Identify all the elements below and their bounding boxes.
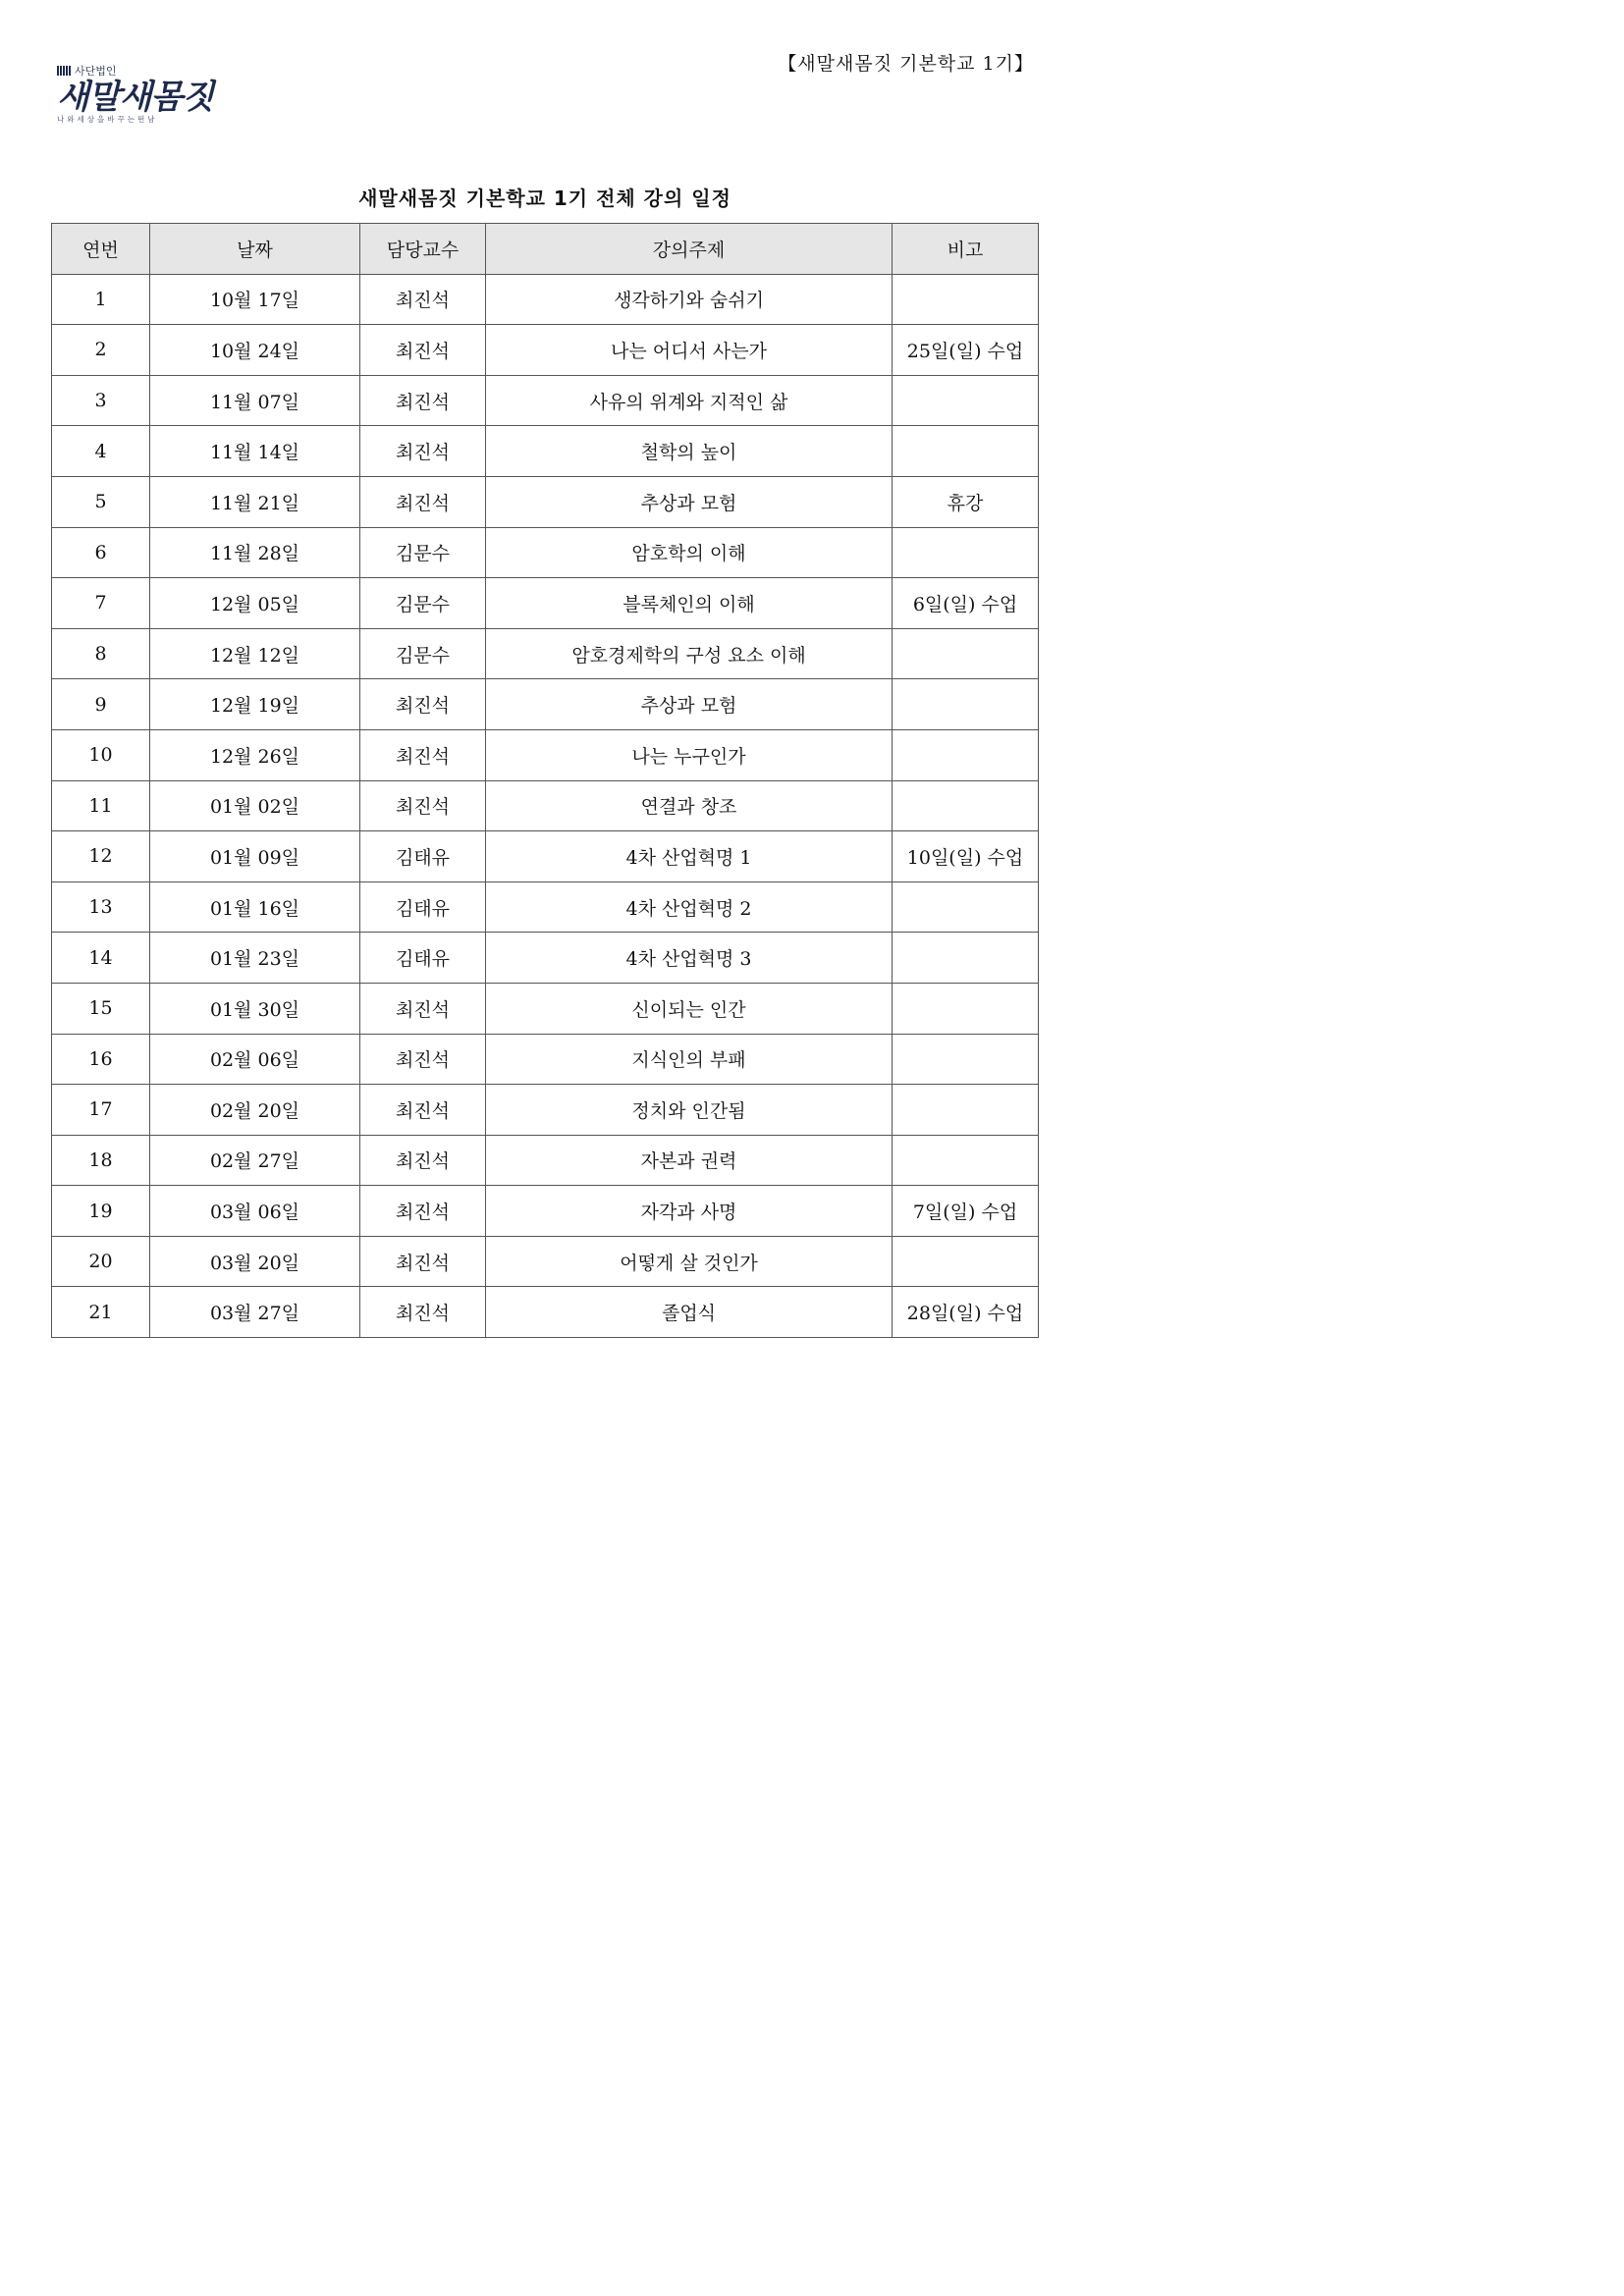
cell-topic: 어떻게 살 것인가 [486,1236,893,1287]
table-header-row [52,224,1039,275]
cell-professor: 최진석 [360,1236,486,1287]
cell-professor: 최진석 [360,780,486,831]
logo-brand-name: 새말새몸짓 [57,78,214,117]
table-row [52,933,1039,984]
cell-topic: 철학의 높이 [486,426,893,477]
cell-note [893,1236,1039,1287]
cell-date: 01월 09일 [150,831,360,882]
cell-professor: 김태유 [360,881,486,933]
cell-note [893,375,1039,426]
table-row [52,1287,1039,1338]
cell-number: 19 [52,1186,150,1237]
page-title: 새말새몸짓 기본학교 1기 전체 강의 일정 [358,187,731,210]
table-row [52,1085,1039,1136]
cell-date: 03월 20일 [150,1236,360,1287]
cell-note: 28일(일) 수업 [893,1287,1039,1338]
cell-date: 11월 07일 [150,375,360,426]
table-row [52,1236,1039,1287]
cell-date: 10월 17일 [150,274,360,325]
cell-note [893,527,1039,578]
cell-note [893,1085,1039,1136]
cell-professor: 최진석 [360,1085,486,1136]
cell-number: 7 [52,578,150,629]
cell-professor: 김태유 [360,831,486,882]
cell-number: 15 [52,983,150,1034]
cell-date: 02월 20일 [150,1085,360,1136]
table-row [52,1186,1039,1237]
logo-slogan: 나와세상을바꾸는떤남 [57,115,158,124]
cell-date: 11월 14일 [150,426,360,477]
cell-topic: 생각하기와 숨쉬기 [486,274,893,325]
cell-number: 21 [52,1287,150,1338]
cell-professor: 최진석 [360,1034,486,1085]
cell-topic: 4차 산업혁명 1 [486,831,893,882]
table-row [52,780,1039,831]
table-row [52,578,1039,629]
logo-org-label: 사단법인 [75,65,117,78]
cell-topic: 사유의 위계와 지적인 삶 [486,375,893,426]
cell-topic: 나는 어디서 사는가 [486,325,893,376]
cell-date: 03월 06일 [150,1186,360,1237]
cell-professor: 김문수 [360,527,486,578]
organization-logo [57,63,214,128]
cell-note: 7일(일) 수업 [893,1186,1039,1237]
cell-number: 20 [52,1236,150,1287]
cell-note: 6일(일) 수업 [893,578,1039,629]
cell-topic: 블록체인의 이해 [486,578,893,629]
table-row [52,628,1039,679]
cell-topic: 추상과 모험 [486,476,893,527]
header-topic: 강의주제 [486,224,893,275]
cell-note: 25일(일) 수업 [893,325,1039,376]
table-row [52,476,1039,527]
cell-date: 02월 06일 [150,1034,360,1085]
header-date: 날짜 [150,224,360,275]
cell-note [893,780,1039,831]
table-row [52,527,1039,578]
cell-date: 12월 05일 [150,578,360,629]
cell-professor: 최진석 [360,325,486,376]
cell-number: 2 [52,325,150,376]
document-tag: 【새말새몸짓 기본학교 1기】 [778,53,1034,75]
cell-topic: 나는 누구인가 [486,729,893,780]
table-row [52,729,1039,780]
table-row [52,1034,1039,1085]
cell-date: 01월 30일 [150,983,360,1034]
logo-org-line [57,63,214,79]
cell-number: 11 [52,780,150,831]
cell-number: 17 [52,1085,150,1136]
cell-date: 12월 12일 [150,628,360,679]
cell-professor: 최진석 [360,476,486,527]
cell-topic: 신이되는 인간 [486,983,893,1034]
table-row [52,375,1039,426]
cell-note [893,983,1039,1034]
cell-note [893,679,1039,730]
cell-topic: 암호경제학의 구성 요소 이해 [486,628,893,679]
table-body [52,274,1039,1337]
logo-bars-icon [57,66,71,76]
cell-number: 4 [52,426,150,477]
cell-topic: 암호학의 이해 [486,527,893,578]
cell-date: 03월 27일 [150,1287,360,1338]
cell-topic: 자본과 권력 [486,1135,893,1186]
cell-date: 11월 28일 [150,527,360,578]
cell-topic: 연결과 창조 [486,780,893,831]
cell-professor: 최진석 [360,426,486,477]
cell-number: 6 [52,527,150,578]
cell-note: 10일(일) 수업 [893,831,1039,882]
table-row [52,881,1039,933]
cell-professor: 최진석 [360,274,486,325]
cell-note [893,274,1039,325]
cell-note: 휴강 [893,476,1039,527]
cell-topic: 지식인의 부패 [486,1034,893,1085]
header-professor: 담당교수 [360,224,486,275]
header-note: 비고 [893,224,1039,275]
cell-professor: 최진석 [360,1186,486,1237]
cell-topic: 4차 산업혁명 3 [486,933,893,984]
cell-number: 16 [52,1034,150,1085]
cell-date: 10월 24일 [150,325,360,376]
cell-professor: 최진석 [360,1287,486,1338]
cell-number: 1 [52,274,150,325]
cell-number: 3 [52,375,150,426]
cell-note [893,628,1039,679]
cell-date: 01월 02일 [150,780,360,831]
cell-note [893,1135,1039,1186]
header-number: 연번 [52,224,150,275]
cell-professor: 최진석 [360,729,486,780]
cell-professor: 최진석 [360,375,486,426]
cell-topic: 4차 산업혁명 2 [486,881,893,933]
cell-number: 18 [52,1135,150,1186]
table-row [52,1135,1039,1186]
cell-note [893,426,1039,477]
cell-professor: 김문수 [360,628,486,679]
cell-topic: 정치와 인간됨 [486,1085,893,1136]
cell-number: 13 [52,881,150,933]
cell-topic: 졸업식 [486,1287,893,1338]
cell-professor: 최진석 [360,679,486,730]
table-row [52,325,1039,376]
cell-professor: 최진석 [360,983,486,1034]
cell-topic: 추상과 모험 [486,679,893,730]
cell-number: 10 [52,729,150,780]
cell-date: 11월 21일 [150,476,360,527]
cell-date: 12월 26일 [150,729,360,780]
table-row [52,679,1039,730]
cell-note [893,1034,1039,1085]
cell-date: 01월 23일 [150,933,360,984]
cell-note [893,933,1039,984]
cell-topic: 자각과 사명 [486,1186,893,1237]
cell-professor: 최진석 [360,1135,486,1186]
cell-number: 9 [52,679,150,730]
table-row [52,831,1039,882]
table-row [52,274,1039,325]
cell-number: 8 [52,628,150,679]
cell-note [893,729,1039,780]
cell-number: 12 [52,831,150,882]
cell-date: 02월 27일 [150,1135,360,1186]
cell-date: 01월 16일 [150,881,360,933]
cell-professor: 김문수 [360,578,486,629]
lecture-schedule-table [51,223,1039,1338]
table-row [52,426,1039,477]
cell-number: 14 [52,933,150,984]
cell-note [893,881,1039,933]
cell-number: 5 [52,476,150,527]
cell-date: 12월 19일 [150,679,360,730]
cell-professor: 김태유 [360,933,486,984]
table-row [52,983,1039,1034]
